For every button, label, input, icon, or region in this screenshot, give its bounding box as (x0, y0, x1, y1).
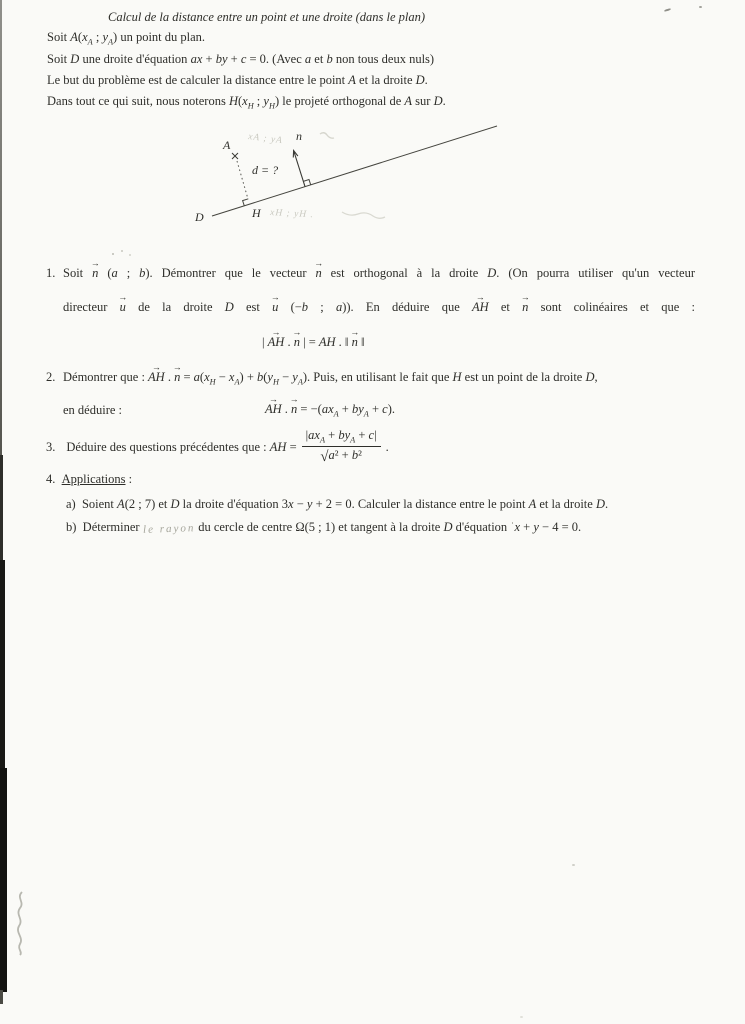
question-2-number: 2. (46, 370, 56, 384)
question-3-period: . (385, 440, 389, 455)
pencil-scribble-near-n (320, 133, 334, 138)
fraction-denominator: √a² + b² (320, 448, 362, 466)
scan-edge-artifact-mid (0, 455, 3, 563)
question-4-number: 4. (46, 472, 56, 486)
question-4-item-b: b) Déterminer le rayon du cercle de centre Ω(5 ; 1) et tangent à la droite D d'équation ˈx + y − 4 = 0. (66, 520, 582, 536)
question-3 (46, 428, 389, 467)
pencil-squiggle-path (18, 892, 22, 955)
question-4-heading-text: Applications : (61, 472, 133, 486)
intro-line-4: Dans tout ce qui suit, nous noterons $H(x_H$ ; $y_H$) le projeté orthogonal de A sur D. (47, 94, 446, 111)
scan-speck (664, 8, 671, 12)
question-1-line-2: directeur → u de la droite D est → u (−b ; a)). En déduire que → AH et → n sont colinéaires et que : (63, 291, 695, 314)
label-distance-d: d = ? (252, 163, 279, 177)
scan-edge-artifact-tail (0, 990, 3, 1004)
scan-edge-artifact-lower (0, 560, 5, 772)
label-normal-vector-n: n⃗ (296, 129, 312, 143)
point-A-cross (232, 153, 238, 159)
pencil-scribble-below-H (342, 212, 385, 218)
question-4-item-a: a) Soient A(2 ; 7) et D la droite d'équation 3x − y + 2 = 0. Calculer la distance entre le point A et la droite D. (66, 497, 609, 511)
label-foot-H: H (252, 206, 261, 220)
fraction-numerator: $|ax_A + by_A + c|$ (302, 428, 381, 447)
distance-dotted-segment (237, 161, 248, 199)
page-title: Calcul de la distance entre un point et une droite (dans le plan) (108, 10, 426, 24)
question-1-number: 1. (46, 266, 56, 280)
question-3-fraction (302, 428, 381, 467)
question-4-heading (46, 472, 132, 487)
question-3-number: 3. (46, 440, 56, 455)
question-2-formula: → AH . → $n = -(ax_A + by_A + c)$. (265, 393, 396, 419)
pencil-annotation-near-A: xA ; yA (247, 132, 284, 147)
scan-edge-artifact-bottom (0, 768, 7, 992)
figure-distance-point-to-line (192, 116, 507, 234)
question-1-formula: | → AH . → n | = AH . ‖ → n ‖ (262, 326, 365, 349)
pencil-annotation-near-H: xH ; yH . (269, 208, 315, 221)
scan-edge-artifact-top (0, 0, 2, 458)
label-line-D: D (195, 210, 204, 224)
pencil-squiggle-mark (8, 888, 34, 958)
intro-line-2: Soit D une droite d'équation ax + by + c = 0. (Avec a et b non tous deux nuls) (47, 52, 435, 66)
scan-speck (699, 6, 702, 8)
question-2-line-1: Démontrer que : → AH . → $n = a(x_H - x_A) + b(y_H - y_A)$. Puis, en utilisant le fait que H est un point de la droite D, (63, 361, 598, 387)
question-2-deduce-label: en déduire : (63, 403, 123, 417)
question-3-lead: Déduire des questions précédentes que : AH = (66, 440, 297, 455)
scan-speck (572, 864, 575, 866)
intro-line-3: Le but du problème est de calculer la distance entre le point A et la droite D. (47, 73, 428, 87)
question-1-line-1: Soit → n (a ; b). Démontrer que le vecteur → n est orthogonal à la droite D. (On pourra utiliser qu'un vecteur (63, 257, 695, 280)
intro-line-1: Soit $A(x_A$ ; $y_A$) un point du plan. (47, 30, 206, 47)
label-point-A: A (223, 138, 231, 152)
pencil-dots-mark (112, 253, 114, 255)
scan-speck (520, 1016, 523, 1018)
